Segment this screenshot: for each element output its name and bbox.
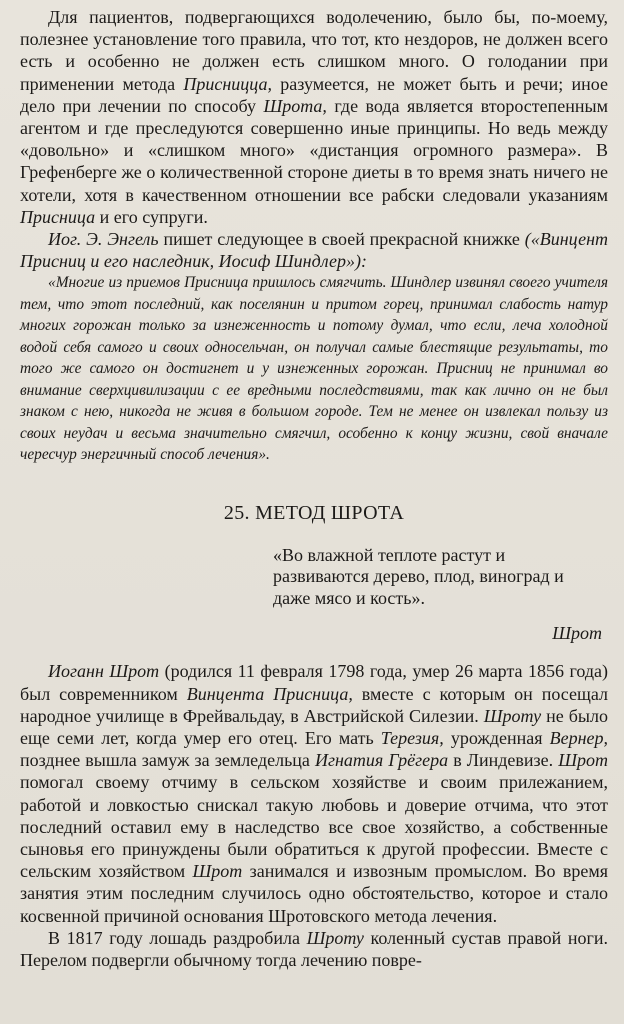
text-run: помогал своему отчиму в сельском хозяйстве и своим прилежанием, работой и ловкостью снискал такую любовь и доверие отчима, что этот последний оставил ему в наследство все свое хозяйство, а собственные сыновья его принуждены были обратиться к другой профессии. Вместе с сельским хозяйством (20, 772, 608, 882)
paragraph (20, 6, 608, 228)
paragraph (20, 927, 608, 971)
text-run: пишет следующее в своей прекрасной книжке (158, 229, 525, 250)
italic-text: Вернер, (549, 728, 609, 749)
text-run: не было еще семи лет, когда умер его отец. Его мать (20, 705, 608, 749)
text-run: разумеется, не может быть и речи; иное дело при лечении по способу (20, 73, 608, 116)
italic-text: Присница (20, 206, 96, 227)
top-text (20, 6, 608, 272)
italic-text: Шроту (306, 927, 364, 948)
italic-text: («Винцент Присниц и его наследник, Иосиф Шиндлер»): (20, 229, 609, 272)
bottom-text (20, 660, 608, 971)
text-run: занимался и извозным промыслом. Во время занятия этим последним случилось одно обстоятельство, которое и стало косвенной причиной основания Шротовского метода лечения. (20, 861, 609, 926)
italic-text: Иог. Э. Энгель (48, 229, 159, 250)
epigraph-author: Шрот (552, 623, 602, 644)
text-run: где вода является второстепенным агентом и где преследуются совершенно иные принципы. Но ведь между «довольно» и «слишком много» «дистанция огромного размера». В Грефенберге же о количественной стороне диеты в то время знать ничего не хотели, хотя в качественном отношении все рабски следовали указаниям (20, 95, 608, 205)
italic-text: Шрот (558, 750, 608, 771)
text-run: позднее вышла замуж за земледельца (20, 750, 315, 771)
quote-block: «Многие из приемов Присница пришлось смягчить. Шиндлер извинял своего учителя тем, что этот последний, как поселянин и притом горец, принимал слабость натур многих горожан только за изнеженность и потому думал, что если, леча холодной водой себя самого и своих односельчан, он получал самые блестящие результаты, то того же самого он достигнет и у изнеженных горожан. Присниц не принимал во внимание сверхцивилизации с ее вредными последствиями, так как лично он не был знаком с нею, никогда не живя в большом городе. Тем не менее он извлекал пользу из своих неудач и весьма значительно смягчил, особенно к концу жизни, свой вначале чересчур энергичный способ лечения». (20, 274, 608, 464)
text-run: Для пациентов, подвергающихся водолечению, было бы, по-моему, полезнее установление того правила, что тот, кто нездоров, не должен всего есть и особенно не должен есть слишком много. О голодании при применении метода (20, 7, 608, 94)
text-run: вместе с которым он посещал народное училище в Фрейвальдау, в Австрийской Силезии. (20, 683, 608, 726)
italic-text: Присницца, (183, 73, 273, 94)
italic-text: Шрота, (263, 95, 327, 116)
text-run: в Линдевизе. (448, 750, 559, 771)
paragraph (20, 228, 608, 272)
italic-text: Игнатия Грёгера (314, 750, 449, 771)
italic-text: Иоганн Шрот (48, 661, 160, 682)
text-run: В 1817 году лошадь раздробила (48, 927, 307, 948)
italic-text: Шроту (483, 705, 542, 726)
italic-text: Шрот (192, 861, 243, 882)
italic-text: Терезия, (380, 728, 444, 749)
text-run: (родился 11 февраля 1798 года, умер 26 марта 1856 года) был современником (20, 661, 608, 704)
section-heading: 25. МЕТОД ШРОТА (223, 501, 405, 524)
epigraph: «Во влажной теплоте растут и развиваются дерево, плод, виноград и даже мясо и кость». (273, 544, 564, 608)
italic-text: Винцента Присница, (186, 683, 353, 704)
text-run: урожденная (443, 728, 550, 749)
text-run: коленный сустав правой ноги. Перелом подвергли обычному тогда лечению повре- (20, 927, 609, 971)
paragraph (20, 660, 608, 926)
text-run: и его супруги. (95, 206, 208, 227)
